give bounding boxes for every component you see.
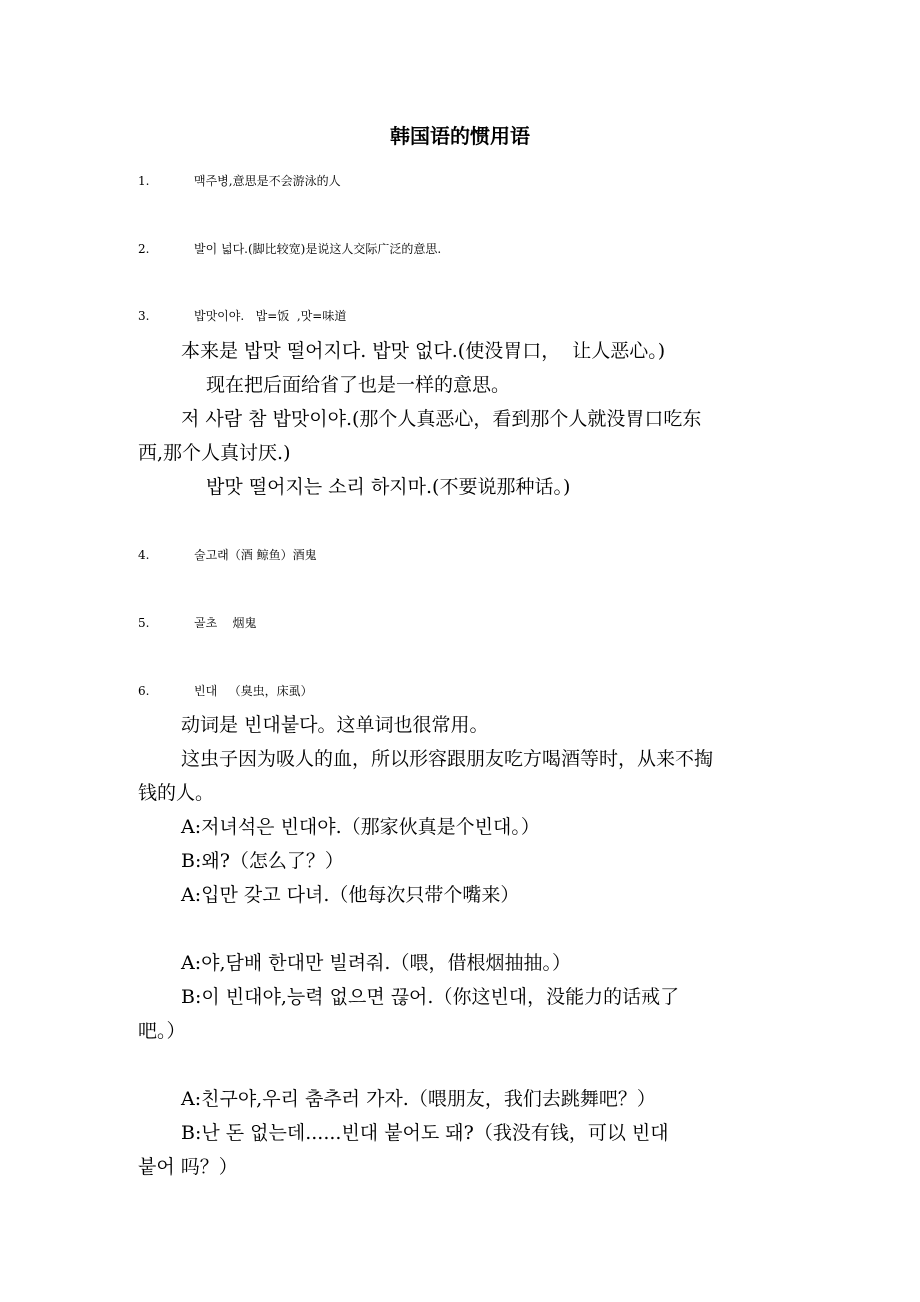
body-line: 저 사람 참 밥맛이야.(那个人真恶心，看到那个人就没胃口吃东 — [181, 408, 702, 430]
item-number: 1. — [138, 174, 150, 188]
dialogue-line: B:난 돈 없는데......빈대 붙어도 돼?（我没有钱，可以 빈대 — [181, 1122, 669, 1144]
item-number: 2. — [138, 242, 150, 256]
item-text: 맥주병,意思是不会游泳的人 — [194, 174, 341, 188]
item-number: 4. — [138, 548, 150, 562]
dialogue-line: B:왜?（怎么了？） — [181, 850, 344, 872]
item-text: 골초 烟鬼 — [194, 616, 257, 630]
dialogue-line: A:야,담배 한대만 빌려줘.（喂，借根烟抽抽。） — [181, 952, 571, 974]
item-number: 6. — [138, 684, 150, 698]
item-number: 5. — [138, 616, 150, 630]
item-text: 밥맛이야. 밥=饭 ,맛=味道 — [194, 309, 347, 323]
body-line: 动词是 빈대붙다。这单词也很常用。 — [181, 714, 489, 736]
dialogue-line: A:저녀석은 빈대야.（那家伙真是个빈대。） — [181, 816, 540, 838]
body-line: 西,那个人真讨厌.) — [138, 442, 291, 464]
body-line: 本来是 밥맛 떨어지다. 밥맛 없다.(使没胃口， 让人恶心。) — [181, 340, 666, 362]
body-line: 밥맛 떨어지는 소리 하지마.(不要说那种话。) — [206, 476, 571, 498]
dialogue-line: A:입만 갖고 다녀.（他每次只带个嘴来） — [181, 884, 520, 906]
body-line: 钱的人。 — [138, 782, 215, 804]
item-text: 술고래（酒 鲸鱼）酒鬼 — [194, 548, 317, 562]
dialogue-line: A:친구야,우리 춤추러 가자.（喂朋友，我们去跳舞吧？） — [181, 1088, 656, 1110]
dialogue-line: B:이 빈대야,능력 없으면 끊어.（你这빈대，没能力的话戒了 — [181, 986, 680, 1008]
dialogue-line: 붙어 吗？） — [138, 1156, 238, 1178]
body-line: 现在把后面给省了也是一样的意思。 — [206, 374, 511, 396]
dialogue-line: 吧。） — [138, 1020, 186, 1042]
body-line: 这虫子因为吸人的血，所以形容跟朋友吃方喝酒等时，从来不掏 — [181, 748, 714, 770]
item-text: 빈대 （臭虫，床虱） — [194, 684, 313, 698]
document-title: 韩国语的惯用语 — [390, 124, 530, 148]
item-number: 3. — [138, 309, 150, 323]
item-text: 발이 넓다.(脚比较宽)是说这人交际广泛的意思. — [194, 242, 442, 256]
